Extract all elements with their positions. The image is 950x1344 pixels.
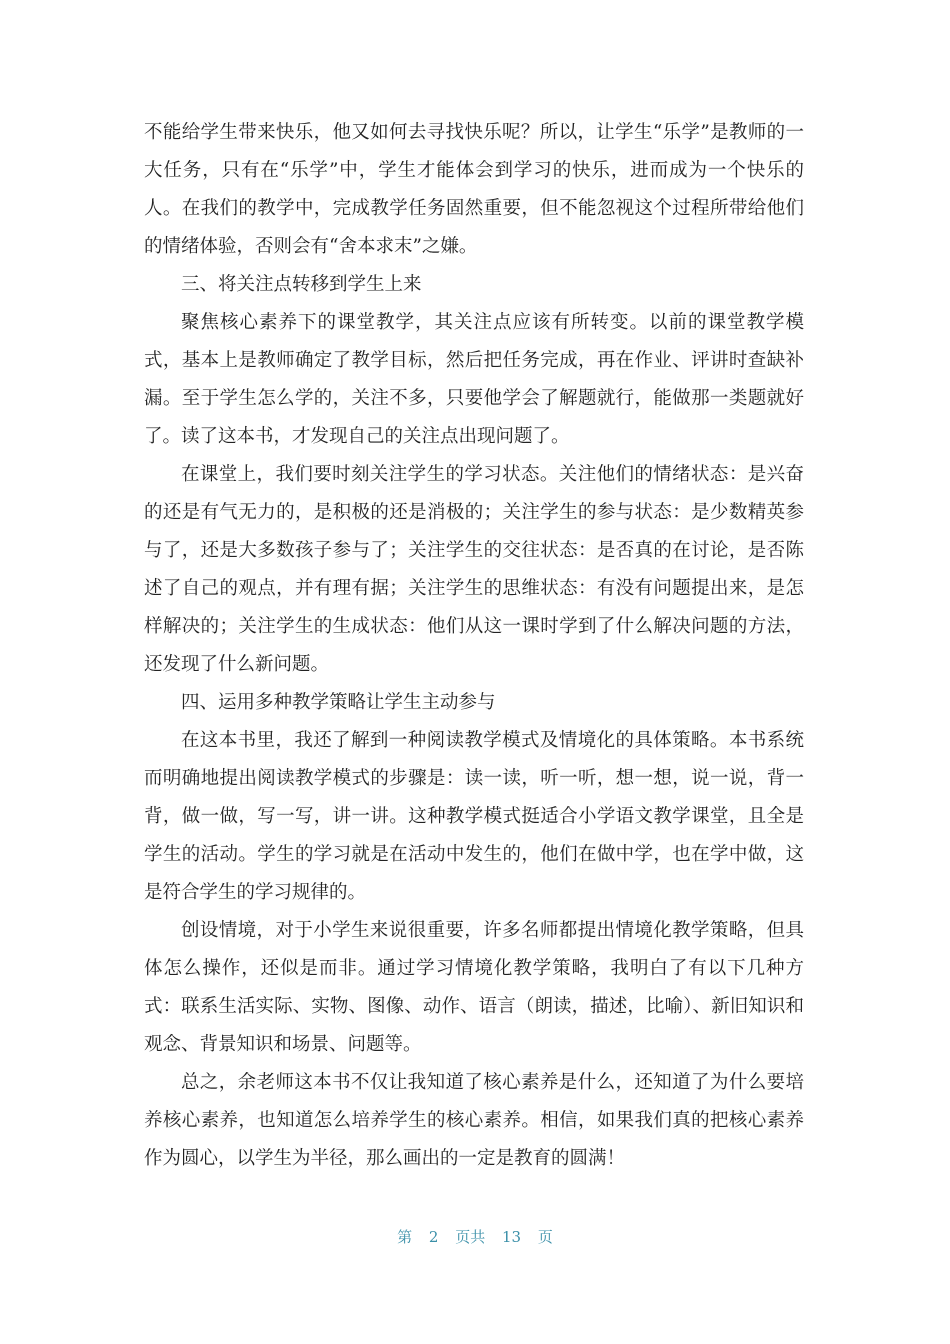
document-body [144, 114, 804, 1178]
paragraph: 在这本书里，我还了解到一种阅读教学模式及情境化的具体策略。本书系统而明确地提出阅读教学模式的步骤是：读一读，听一听，想一想，说一说，背一背，做一做，写一写，讲一讲。这种教学模式挺适合小学语文教学课堂，且全是学生的活动。学生的学习就是在活动中发生的，他们在做中学，也在学中做，这是符合学生的学习规律的。 [144, 730, 804, 903]
section-heading-4: 四、运用多种教学策略让学生主动参与 [181, 692, 496, 713]
paragraph: 聚焦核心素养下的课堂教学，其关注点应该有所转变。以前的课堂教学模式，基本上是教师确定了教学目标，然后把任务完成，再在作业、评讲时查缺补漏。至于学生怎么学的，关注不多，只要他学会了解题就行，能做那一类题就好了。读了这本书，才发现自己的关注点出现问题了。 [144, 312, 804, 447]
footer-suffix: 页 [537, 1228, 553, 1246]
page-footer [0, 1226, 950, 1247]
paragraph: 总之，余老师这本书不仅让我知道了核心素养是什么，还知道了为什么要培养核心素养，也知道怎么培养学生的核心素养。相信，如果我们真的把核心素养作为圆心，以学生为半径，那么画出的一定是教育的圆满！ [144, 1072, 804, 1169]
paragraph: 创设情境，对于小学生来说很重要，许多名师都提出情境化教学策略，但具体怎么操作，还似是而非。通过学习情境化教学策略，我明白了有以下几种方式：联系生活实际、实物、图像、动作、语言（朗读，描述，比喻）、新旧知识和观念、背景知识和场景、问题等。 [144, 920, 804, 1055]
footer-current-page: 2 [428, 1228, 439, 1246]
footer-total-pages: 13 [502, 1228, 522, 1246]
section-heading-3: 三、将关注点转移到学生上来 [181, 274, 422, 295]
footer-prefix: 第 [397, 1228, 413, 1246]
paragraph-continued: 不能给学生带来快乐，他又如何去寻找快乐呢？所以，让学生“乐学”是教师的一大任务，只有在“乐学”中，学生才能体会到学习的快乐，进而成为一个快乐的人。在我们的教学中，完成教学任务固然重要，但不能忽视这个过程所带给他们的情绪体验，否则会有“舍本求末”之嫌。 [144, 122, 804, 257]
paragraph: 在课堂上，我们要时刻关注学生的学习状态。关注他们的情绪状态：是兴奋的还是有气无力的，是积极的还是消极的；关注学生的参与状态：是少数精英参与了，还是大多数孩子参与了；关注学生的交往状态：是否真的在讨论，是否陈述了自己的观点，并有理有据；关注学生的思维状态：有没有问题提出来，是怎样解决的；关注学生的生成状态：他们从这一课时学到了什么解决问题的方法，还发现了什么新问题。 [144, 464, 804, 675]
footer-middle: 页共 [455, 1228, 486, 1246]
